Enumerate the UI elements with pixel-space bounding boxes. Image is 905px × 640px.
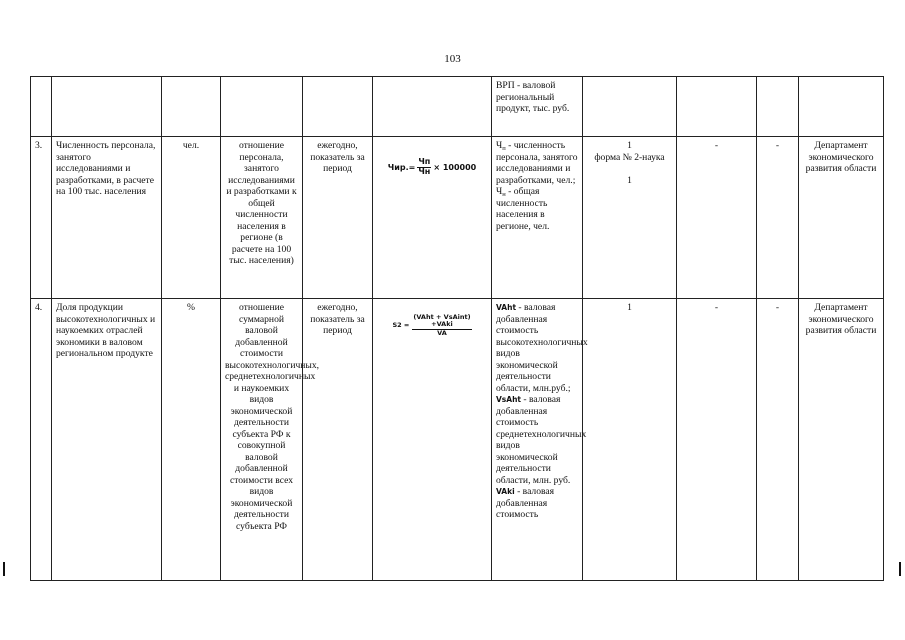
dash-cell: - [757,299,799,581]
var-definition: - валовая добавленная стоимость [496,486,555,520]
var-symbol: VAki [496,487,515,496]
data-source-cell [583,137,677,299]
var-subscript: н [502,191,506,198]
responsible-department: Департамент экономического развития области [799,299,884,581]
dash-cell: - [677,299,757,581]
formula-rhs: × 100000 [433,162,477,172]
source-value: 1 [627,302,632,313]
formula [388,158,476,177]
variables-cell [492,299,588,581]
formula-fraction [417,158,431,177]
cell-empty [799,77,884,137]
cell-empty [162,77,221,137]
var-symbol: Ч [496,186,503,197]
formula-lhs: Чир.= [387,162,416,172]
page-number: 103 [444,53,461,65]
data-source-cell [583,299,677,581]
formula-lhs: S2 = [392,320,410,329]
scan-edge-mark [3,562,5,576]
table-row-carryover [31,77,884,137]
formula-numerator-line: +VAki [431,320,453,329]
source-value: 1 [627,175,632,186]
periodicity: ежегодно, показатель за период [303,137,373,299]
var-subscript: п [502,145,506,152]
calculation-method: отношение персонала, занятого исследованиями и разработками к общей численности населения в регионе (в расчете на 100 тыс. населения) [221,137,303,299]
formula-numerator: Чп [418,157,431,166]
responsible-department: Департамент экономического развития области [799,137,884,299]
var-symbol: Ч [496,140,503,151]
table-row [31,299,884,581]
cell-empty [583,77,677,137]
cell-empty [303,77,373,137]
scan-edge-mark [899,562,901,576]
row-number: 3. [31,137,52,299]
formula-cell [373,137,492,299]
calculation-method: отношение суммарной валовой добавленной стоимости высокотехнологичных, среднетехнологичных и наукоемких видов экономической деятельности субъекта РФ к совокупной валовой добавленной стоимости всех видов экономической деятельности субъекта РФ [221,299,303,581]
var-definition: - численность персонала, занятого исследованиями и разработками, чел.; [496,140,578,186]
formula-numerator-line: (VAht + VsAint) [413,313,471,321]
table-row [31,137,884,299]
row-number: 4. [31,299,52,581]
var-symbol: VAht [496,303,517,312]
cell-empty [221,77,303,137]
formula-cell [373,299,492,581]
var-definition: - валовая добавленная стоимость среднетехнологичных видов экономической деятельности области, млн. руб. [496,394,587,486]
formula-denominator: Чн [418,166,431,176]
cell-empty [677,77,757,137]
dash-cell: - [757,137,799,299]
indicators-table [30,76,884,581]
dash-cell: - [677,137,757,299]
var-symbol: VsAht [496,395,521,404]
var-definition: - общая численность населения в регионе, чел. [496,186,550,232]
unit: % [162,299,221,581]
variables-cell [492,137,583,299]
cell-empty [52,77,162,137]
var-definition: - валовая добавленная стоимость высокотехнологичных видов экономической деятельности области, млн.руб.; [496,302,588,394]
source-form: форма № 2-наука [594,151,665,163]
indicator-name: Доля продукции высокотехнологичных и наукоемких отраслей экономики в валовом региональном продукте [52,299,162,581]
periodicity: ежегодно, показатель за период [303,299,373,581]
cell-empty [757,77,799,137]
source-value: 1 [627,140,632,151]
formula [392,314,471,337]
cell-empty [373,77,492,137]
formula-numerator [412,314,471,330]
formula-denominator: VA [437,328,447,337]
indicator-name: Численность персонала, занятого исследованиями и разработками, в расчете на 100 тыс. населения [52,137,162,299]
unit: чел. [162,137,221,299]
formula-fraction [412,314,471,337]
carryover-vars-cell: ВРП - валовой региональный продукт, тыс. руб. [492,77,583,137]
cell-empty [31,77,52,137]
